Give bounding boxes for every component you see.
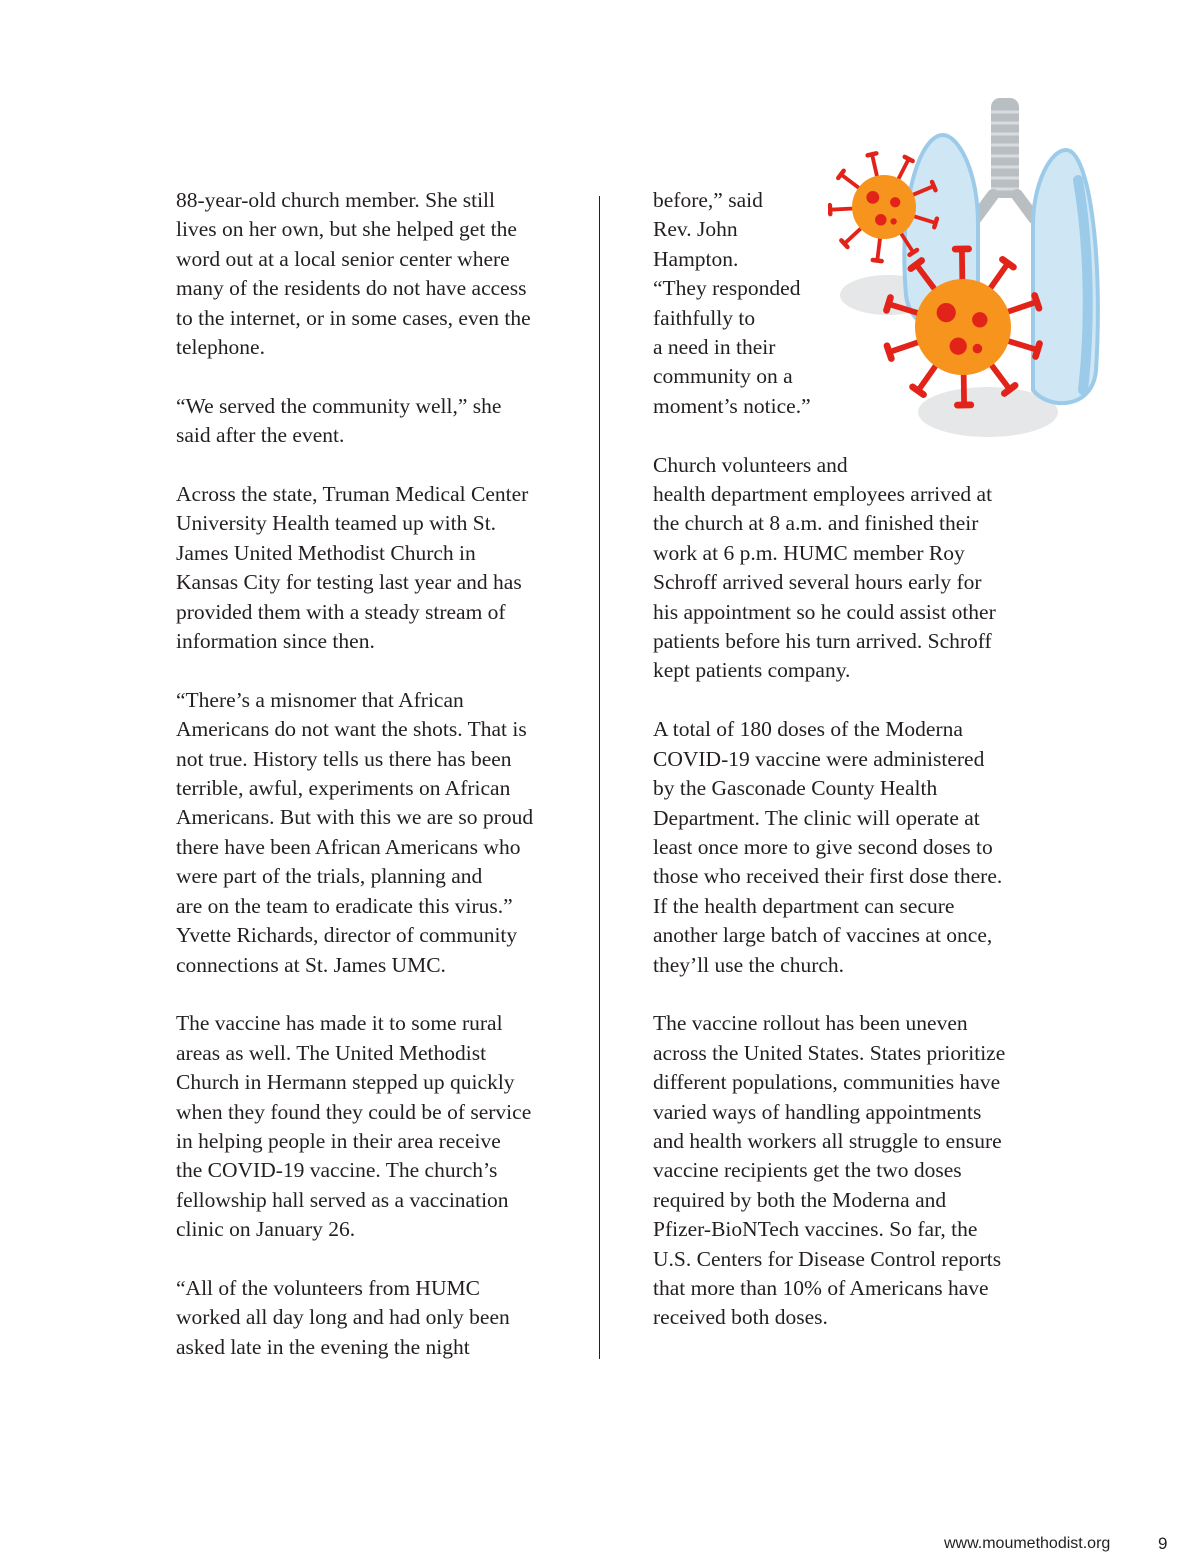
text-line: Kansas City for testing last year and has	[176, 568, 576, 597]
text-line: terrible, awful, experiments on African	[176, 774, 576, 803]
text-line: vaccine recipients get the two doses	[653, 1156, 1053, 1185]
footer-url[interactable]: www.moumethodist.org	[944, 1535, 1110, 1553]
paragraph	[176, 686, 576, 980]
text-line: The vaccine has made it to some rural	[176, 1009, 576, 1038]
text-line: were part of the trials, planning and	[176, 862, 576, 891]
text-line: provided them with a steady stream of	[176, 598, 576, 627]
text-line: varied ways of handling appointments	[653, 1098, 1053, 1127]
text-line: James United Methodist Church in	[176, 539, 576, 568]
paragraph	[653, 451, 1053, 686]
page-number: 9	[1158, 1534, 1167, 1554]
text-line: are on the team to eradicate this virus.”	[176, 892, 576, 921]
paragraph	[653, 715, 1053, 980]
text-line: word out at a local senior center where	[176, 245, 576, 274]
text-line: many of the residents do not have access	[176, 274, 576, 303]
text-line: his appointment so he could assist other	[653, 598, 1053, 627]
text-line: Department. The clinic will operate at	[653, 804, 1053, 833]
text-line: those who received their first dose there.	[653, 862, 1053, 891]
text-line: If the health department can secure	[653, 892, 1053, 921]
text-line: Americans do not want the shots. That is	[176, 715, 576, 744]
text-line: not true. History tells us there has been	[176, 745, 576, 774]
text-line: information since then.	[176, 627, 576, 656]
text-line: lives on her own, but she helped get the	[176, 215, 576, 244]
text-line: they’ll use the church.	[653, 951, 1053, 980]
text-line: 88-year-old church member. She still	[176, 186, 576, 215]
text-line: moment’s notice.”	[653, 392, 1053, 421]
text-line: worked all day long and had only been	[176, 1303, 576, 1332]
paragraph	[176, 1274, 576, 1362]
paragraph	[653, 1009, 1053, 1332]
text-line: COVID-19 vaccine were administered	[653, 745, 1053, 774]
text-line: areas as well. The United Methodist	[176, 1039, 576, 1068]
trachea-icon	[976, 98, 1034, 218]
paragraph	[176, 392, 576, 451]
text-line: kept patients company.	[653, 656, 1053, 685]
text-line: Church in Hermann stepped up quickly	[176, 1068, 576, 1097]
paragraph	[176, 480, 576, 656]
text-line: Yvette Richards, director of community	[176, 921, 576, 950]
text-line: required by both the Moderna and	[653, 1186, 1053, 1215]
text-line: “All of the volunteers from HUMC	[176, 1274, 576, 1303]
text-line: Church volunteers and	[653, 451, 1053, 480]
text-line: in helping people in their area receive	[176, 1127, 576, 1156]
text-line: across the United States. States prioritize	[653, 1039, 1053, 1068]
paragraph	[176, 186, 576, 362]
text-line: different populations, communities have	[653, 1068, 1053, 1097]
text-line: faithfully to	[653, 304, 1053, 333]
paragraph	[176, 1009, 576, 1244]
text-line: health department employees arrived at	[653, 480, 1053, 509]
text-line: connections at St. James UMC.	[176, 951, 576, 980]
text-line: to the internet, or in some cases, even the	[176, 304, 576, 333]
text-line: “They responded	[653, 274, 1053, 303]
text-line: “We served the community well,” she	[176, 392, 576, 421]
text-line: when they found they could be of service	[176, 1098, 576, 1127]
text-line: work at 6 p.m. HUMC member Roy	[653, 539, 1053, 568]
text-line: University Health teamed up with St.	[176, 509, 576, 538]
text-line: patients before his turn arrived. Schroff	[653, 627, 1053, 656]
text-line: there have been African Americans who	[176, 833, 576, 862]
left-column	[176, 186, 576, 1362]
text-line: another large batch of vaccines at once,	[653, 921, 1053, 950]
text-line: telephone.	[176, 333, 576, 362]
text-line: least once more to give second doses to	[653, 833, 1053, 862]
virus-lungs-illustration-icon	[828, 90, 1103, 440]
text-line: before,” said	[653, 186, 1053, 215]
text-line: Rev. John	[653, 215, 1053, 244]
text-line: said after the event.	[176, 421, 576, 450]
text-line: and health workers all struggle to ensure	[653, 1127, 1053, 1156]
text-line: Hampton.	[653, 245, 1053, 274]
text-line: The vaccine rollout has been uneven	[653, 1009, 1053, 1038]
text-line: that more than 10% of Americans have	[653, 1274, 1053, 1303]
text-line: community on a	[653, 362, 1053, 391]
text-line: the church at 8 a.m. and finished their	[653, 509, 1053, 538]
text-line: fellowship hall served as a vaccination	[176, 1186, 576, 1215]
text-line: “There’s a misnomer that African	[176, 686, 576, 715]
text-line: Pfizer-BioNTech vaccines. So far, the	[653, 1215, 1053, 1244]
text-line: by the Gasconade County Health	[653, 774, 1053, 803]
text-line: Americans. But with this we are so proud	[176, 803, 576, 832]
text-line: the COVID-19 vaccine. The church’s	[176, 1156, 576, 1185]
text-line: Across the state, Truman Medical Center	[176, 480, 576, 509]
text-line: Schroff arrived several hours early for	[653, 568, 1053, 597]
text-line: a need in their	[653, 333, 1053, 362]
text-line: received both doses.	[653, 1303, 1053, 1332]
column-divider	[599, 196, 600, 1359]
text-line: U.S. Centers for Disease Control reports	[653, 1245, 1053, 1274]
text-line: asked late in the evening the night	[176, 1333, 576, 1362]
text-line: A total of 180 doses of the Moderna	[653, 715, 1053, 744]
text-line: clinic on January 26.	[176, 1215, 576, 1244]
